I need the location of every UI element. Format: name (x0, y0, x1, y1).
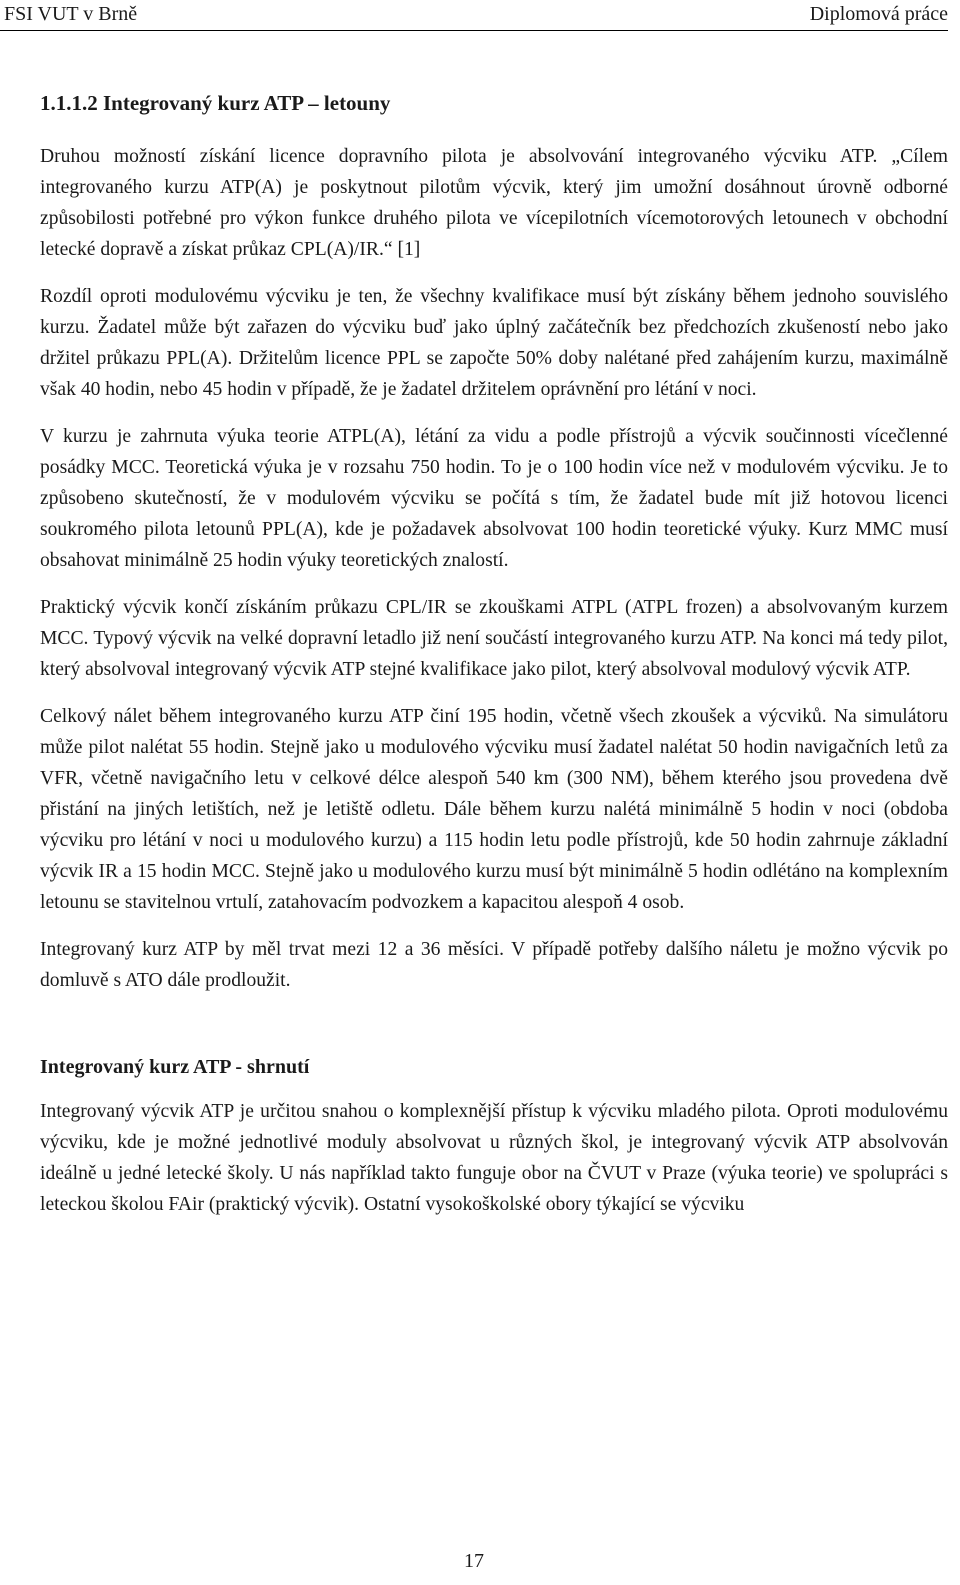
paragraph-flight-hours: Celkový nálet během integrovaného kurzu ATP činí 195 hodin, včetně všech zkoušek a výcviků. Na simulátoru může pilot nalétat 55 hodin. Stejně jako u modulového výcviku musí žadatel nalétat 50 hodin navigačních letů za VFR, včetně navigačního letu v celkové délce alespoň 540 km (300 NM), během kterého jsou provedena dvě přistání na jiných letištích, než je letiště odletu. Dále během kurzu nalétá minimálně 5 hodin v noci (obdoba výcviku pro létání v noci u modulového kurzu) a 115 hodin letu podle přístrojů, kde 50 hodin zahrnuje základní výcvik IR a 15 hodin MCC. Stejně jako u modulového kurzu musí být minimálně 5 hodin odlétáno na komplexním letounu se stavitelnou vrtulí, zatahovacím podvozkem a kapacitou alespoň 4 osob. (40, 706, 948, 913)
paragraph-intro: Druhou možností získání licence dopravního pilota je absolvování integrovaného výcviku ATP. „Cílem integrovaného kurzu ATP(A) je poskytnout pilotům výcvik, který jim umožní dosáhnout úrovně odborné způsobilosti potřebné pro výkon funkce druhého pilota ve vícepilotních vícemotorových letounech v obchodní letecké dopravě a získat průkaz CPL(A)/IR.“ [1] (40, 146, 948, 260)
paragraph-summary: Integrovaný výcvik ATP je určitou snahou o komplexnější přístup k výcviku mladého pilota. Oproti modulovému výcviku, kde je možné jednotlivé moduly absolvovat u různých škol, je integrovaný výcvik ATP absolvován ideálně u jedné letecké školy. U nás například takto funguje obor na ČVUT v Praze (výuka teorie) ve spolupráci s leteckou školou FAir (praktický výcvik). Ostatní vysokoškolské obory týkající se výcviku (40, 1101, 948, 1215)
paragraph-difference: Rozdíl oproti modulovému výcviku je ten, že všechny kvalifikace musí být získány během jednoho souvislého kurzu. Žadatel může být zařazen do výcviku buď jako úplný začátečník bez předchozích zkušeností nebo jako držitel průkazu PPL(A). Držitelům licence PPL se započte 50% doby nalétané před zahájením kurzu, maximálně však 40 hodin, nebo 45 hodin v případě, že je žadatel držitelem oprávnění pro létání v noci. (40, 286, 948, 400)
section-heading: 1.1.1.2 Integrovaný kurz ATP – letouny (40, 91, 391, 115)
paragraph-theory: V kurzu je zahrnuta výuka teorie ATPL(A), létání za vidu a podle přístrojů a výcvik součinnosti vícečlenné posádky MCC. Teoretická výuka je v rozsahu 750 hodin. To je o 100 hodin více než v modulovém výcviku. Je to způsobeno skutečností, že v modulovém výcviku se počítá s tím, že žadatel bude mít již hotovou licenci soukromého pilota letounů PPL(A), kde je požadavek absolvovat 100 hodin teoretické výuky. Kurz MMC musí obsahovat minimálně 25 hodin výuky teoretických znalostí. (40, 426, 948, 571)
header-institution: FSI VUT v Brně (4, 3, 138, 25)
paragraph-practical: Praktický výcvik končí získáním průkazu CPL/IR se zkouškami ATPL (ATPL frozen) a absolvovaným kurzem MCC. Typový výcvik na velké dopravní letadlo již není součástí integrovaného kurzu ATP. Na konci má tedy pilot, který absolvoval integrovaný výcvik ATP stejné kvalifikace jako pilot, který absolvoval modulový výcvik ATP. (40, 597, 948, 680)
paragraph-duration: Integrovaný kurz ATP by měl trvat mezi 12 a 36 měsíci. V případě potřeby dalšího náletu je možno výcvik po domluvě s ATO dále prodloužit. (40, 939, 948, 991)
header-document-type: Diplomová práce (809, 3, 948, 25)
summary-heading: Integrovaný kurz ATP - shrnutí (40, 1056, 310, 1078)
page-content (40, 85, 948, 1236)
page-header (0, 0, 948, 31)
page-number: 17 (464, 1550, 484, 1572)
